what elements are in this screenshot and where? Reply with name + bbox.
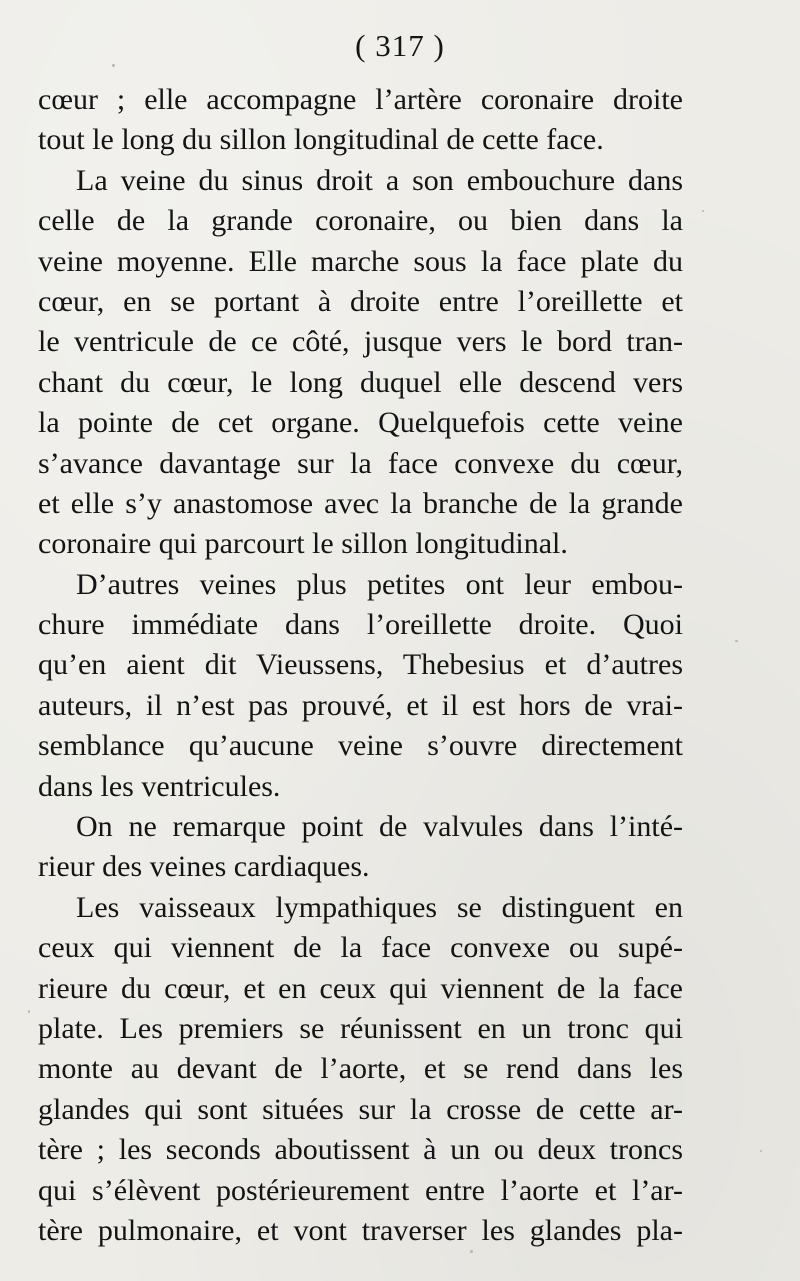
paragraph-1 xyxy=(38,80,683,161)
text-line: tère ; les seconds aboutissent à un ou deux troncs xyxy=(38,1133,683,1167)
text-line: glandes qui sont situées sur la crosse de cette ar- xyxy=(38,1092,683,1126)
text-line: semblance qu’aucune veine s’ouvre directement xyxy=(38,729,683,763)
text-line: et elle s’y anastomose avec la branche de la grande xyxy=(38,486,683,520)
text-line: veine moyenne. Elle marche sous la face plate du xyxy=(38,244,683,278)
text-line: tout le long du sillon longitudinal de cette face. xyxy=(38,123,604,157)
paper-speck xyxy=(760,1150,762,1152)
text-line: chure immédiate dans l’oreillette droite. Quoi xyxy=(38,608,683,642)
paragraph-2 xyxy=(38,161,683,565)
text-line: la pointe de cet organe. Quelquefois cette veine xyxy=(38,406,683,440)
text-line: plate. Les premiers se réunissent en un tronc qui xyxy=(38,1011,683,1045)
text-line: dans les ventricules. xyxy=(38,769,281,803)
text-line: monte au devant de l’aorte, et se rend dans les xyxy=(38,1052,683,1086)
paper-speck xyxy=(28,1010,30,1013)
paper-speck xyxy=(112,64,115,67)
paragraph-4 xyxy=(38,807,683,888)
text-line: cœur ; elle accompagne l’artère coronaire droite xyxy=(38,83,683,116)
text-line: cœur, en se portant à droite entre l’oreillette et xyxy=(38,284,683,318)
text-line: La veine du sinus droit a son embouchure dans xyxy=(76,163,683,197)
text-line: D’autres veines plus petites ont leur embou- xyxy=(76,567,683,601)
text-line: coronaire qui parcourt le sillon longitudinal. xyxy=(38,527,568,561)
paragraph-5 xyxy=(38,888,683,1252)
text-line: chant du cœur, le long duquel elle descend vers xyxy=(38,365,683,399)
paragraph-3 xyxy=(38,565,683,807)
paper-speck xyxy=(702,210,704,212)
text-line: s’avance davantage sur la face convexe du cœur, xyxy=(38,446,683,480)
text-line: auteurs, il n’est pas prouvé, et il est hors de vrai- xyxy=(38,688,683,722)
text-line: rieur des veines cardiaques. xyxy=(38,850,370,884)
paper-speck xyxy=(735,640,738,642)
text-line: celle de la grande coronaire, ou bien dans la xyxy=(38,204,683,238)
text-line: rieure du cœur, et en ceux qui viennent de la face xyxy=(38,971,683,1005)
text-line: Les vaisseaux lympathiques se distinguent en xyxy=(76,890,683,924)
text-line: le ventricule de ce côté, jusque vers le bord tran- xyxy=(38,325,683,359)
text-line: ceux qui viennent de la face convexe ou supé- xyxy=(38,931,683,965)
text-line: qu’en aient dit Vieussens, Thebesius et d’autres xyxy=(38,648,683,682)
body-text xyxy=(38,80,683,1251)
page-number: ( 317 ) xyxy=(355,28,445,63)
text-line: qui s’élèvent postérieurement entre l’aorte et l’ar- xyxy=(38,1173,683,1207)
text-line: tère pulmonaire, et vont traverser les glandes pla- xyxy=(38,1213,683,1247)
text-line: On ne remarque point de valvules dans l’inté- xyxy=(76,810,683,844)
